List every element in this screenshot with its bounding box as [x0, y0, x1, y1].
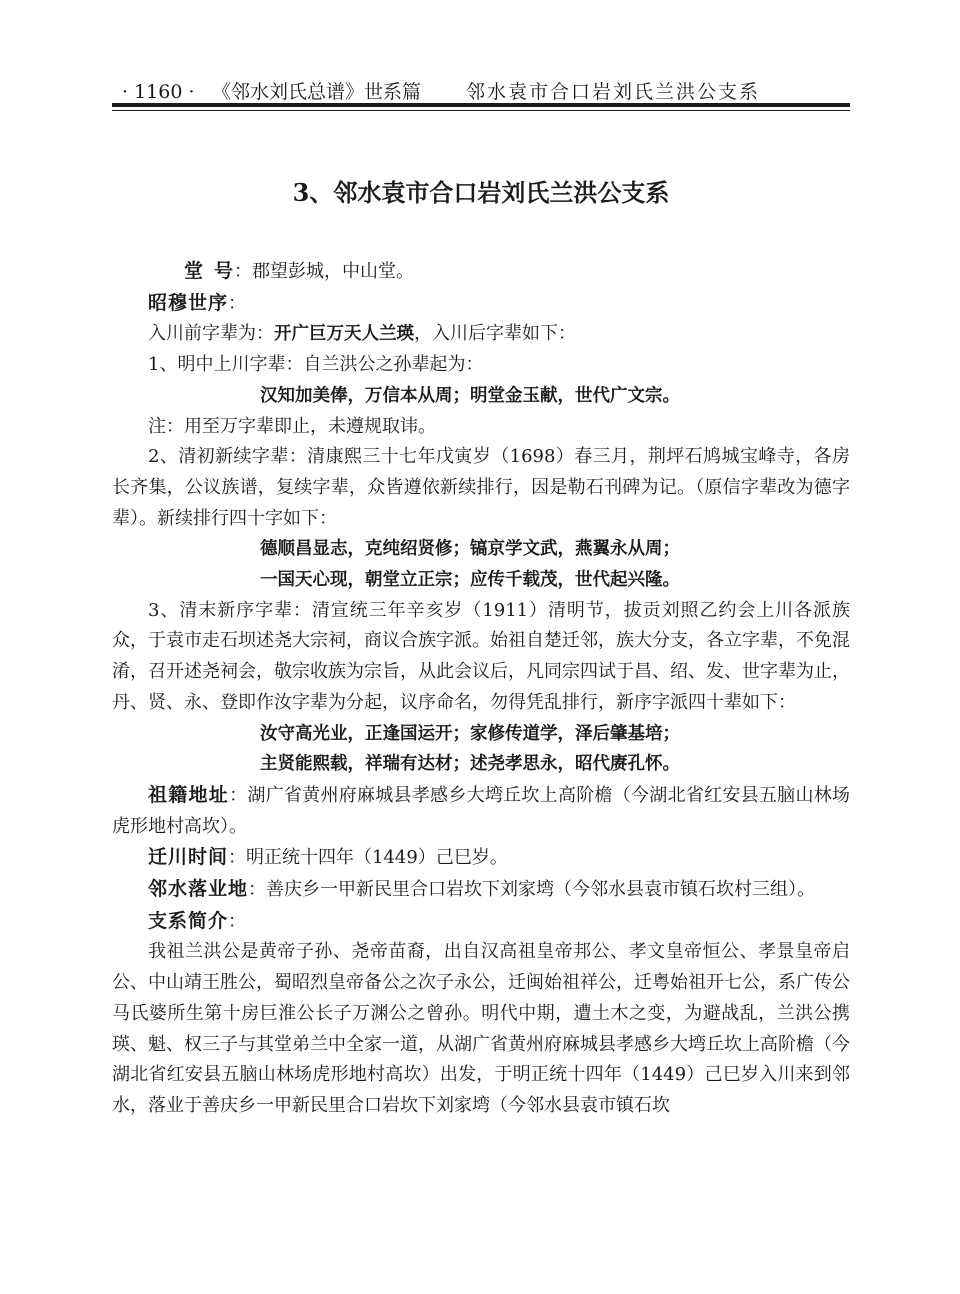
hall-label-2: 号	[214, 260, 235, 282]
ancestral-home-value: ：湖广省黄州府麻城县孝感乡大塆丘坎上高阶檐（今湖北省红安县五脑山林场虎形地村高坎）。	[112, 784, 850, 837]
page-title: 3、邻水袁市合口岩刘氏兰洪公支系	[292, 178, 670, 207]
migration-time-label: 迁川时间	[148, 846, 229, 869]
section-title: 邻水袁市合口岩刘氏兰洪公支系	[466, 81, 761, 103]
hall-name-line	[112, 256, 850, 288]
item-3: 3、清末新序字辈：清宣统三年辛亥岁（1911）清明节，拔贡刘照乙约会上川各派族众，于袁市走石坝述尧大宗祠，商议合族字派。始祖自楚迁邻，族大分支，各立字辈，不免混淆，召开述尧祠会，敬宗收族为宗旨，从此会议后，凡同宗四试于昌、绍、发、世字辈为止，丹、贤、永、登即作汝字辈为分起，议序命名，勿得凭乱排行，新序字派四十辈如下：	[112, 599, 850, 713]
settlement-paragraph	[112, 874, 850, 906]
book-title: 《邻水刘氏总谱》世系篇	[212, 81, 422, 103]
branch-intro-colon: ：	[228, 910, 247, 932]
verse-3b: 主贤能熙载，祥瑞有达材；述尧孝思永，昭代赓孔怀。	[260, 754, 680, 775]
verse-1: 汉知加美俸，万信本从周；明堂金玉献，世代广文宗。	[260, 385, 680, 406]
hall-label-1: 堂	[184, 260, 205, 282]
page-number: · 1160 ·	[122, 81, 195, 103]
branch-intro-text: 我祖兰洪公是黄帝子孙、尧帝苗裔，出自汉高祖皇帝邦公、孝文皇帝恒公、孝景皇帝启公、中山靖王胜公，蜀昭烈皇帝备公之次子永公，迁闽始祖祥公，迁粤始祖开七公，系广传公马氏婆所生第十房巨淮公长子万渊公之曾孙。明代中期，遭土木之变，为避战乱，兰洪公携瑛、魁、权三子与其堂弟兰中全家一道，从湖广省黄州府麻城县孝感乡大塆丘坎上高阶檐（今湖北省红安县五脑山林场虎形地村高坎）出发，于明正统十四年（1449）己巳岁入川来到邻水，落业于善庆乡一甲新民里合口岩坎下刘家塆（今邻水县袁市镇石坎	[112, 941, 850, 1116]
ancestral-home-paragraph	[112, 780, 850, 842]
note-line: 注：用至万字辈即止，未遵规取讳。	[148, 415, 436, 437]
pre-sichuan-suffix: ，入川后字辈如下：	[414, 323, 576, 345]
branch-intro-label: 支系简介	[148, 909, 229, 932]
settlement-label: 邻水落业地	[148, 878, 249, 901]
item-2: 2、清初新续字辈：清康熙三十七年戊寅岁（1698）春三月，荆坪石鸠城宝峰寺，各房长齐集，公议族谱，复续字辈，众皆遵依新续排行，因是勒石刊碑为记。（原信字辈改为德字辈）。新续排行四十字如下：	[112, 446, 850, 529]
header-rule-thick	[112, 103, 850, 107]
migration-time-paragraph	[112, 842, 850, 874]
body-text	[112, 256, 850, 1122]
branch-intro-heading	[112, 906, 850, 938]
item-1: 1、明中上川字辈：自兰洪公之孙辈起为：	[148, 354, 484, 376]
header-rule-thin	[112, 110, 850, 111]
migration-time-value: ：明正统十四年（1449）己巳岁。	[228, 847, 508, 869]
pre-sichuan-line	[112, 319, 850, 350]
ancestral-home-label: 祖籍地址	[148, 783, 230, 806]
pre-sichuan-prefix: 入川前字辈为：	[148, 323, 274, 345]
hall-value: ：郡望彭城，中山堂。	[234, 261, 415, 282]
verse-2b: 一国天心现，朝堂立正宗；应传千载茂，世代起兴隆。	[260, 570, 680, 591]
pre-sichuan-generations: 开广巨万天人兰瑛	[274, 324, 414, 345]
zhaomu-label: 昭穆世序	[148, 291, 229, 314]
zhaomu-heading	[112, 288, 850, 320]
zhaomu-colon: ：	[228, 292, 247, 314]
verse-3a: 汝守高光业，正逢国运开；家修传道学，泽后肇基培；	[260, 723, 680, 744]
settlement-value: ：善庆乡一甲新民里合口岩坎下刘家塆（今邻水县袁市镇石坎村三组）。	[248, 879, 816, 901]
verse-2a: 德顺昌显志，克纯绍贤修；镐京学文武，燕翼永从周；	[260, 539, 680, 560]
